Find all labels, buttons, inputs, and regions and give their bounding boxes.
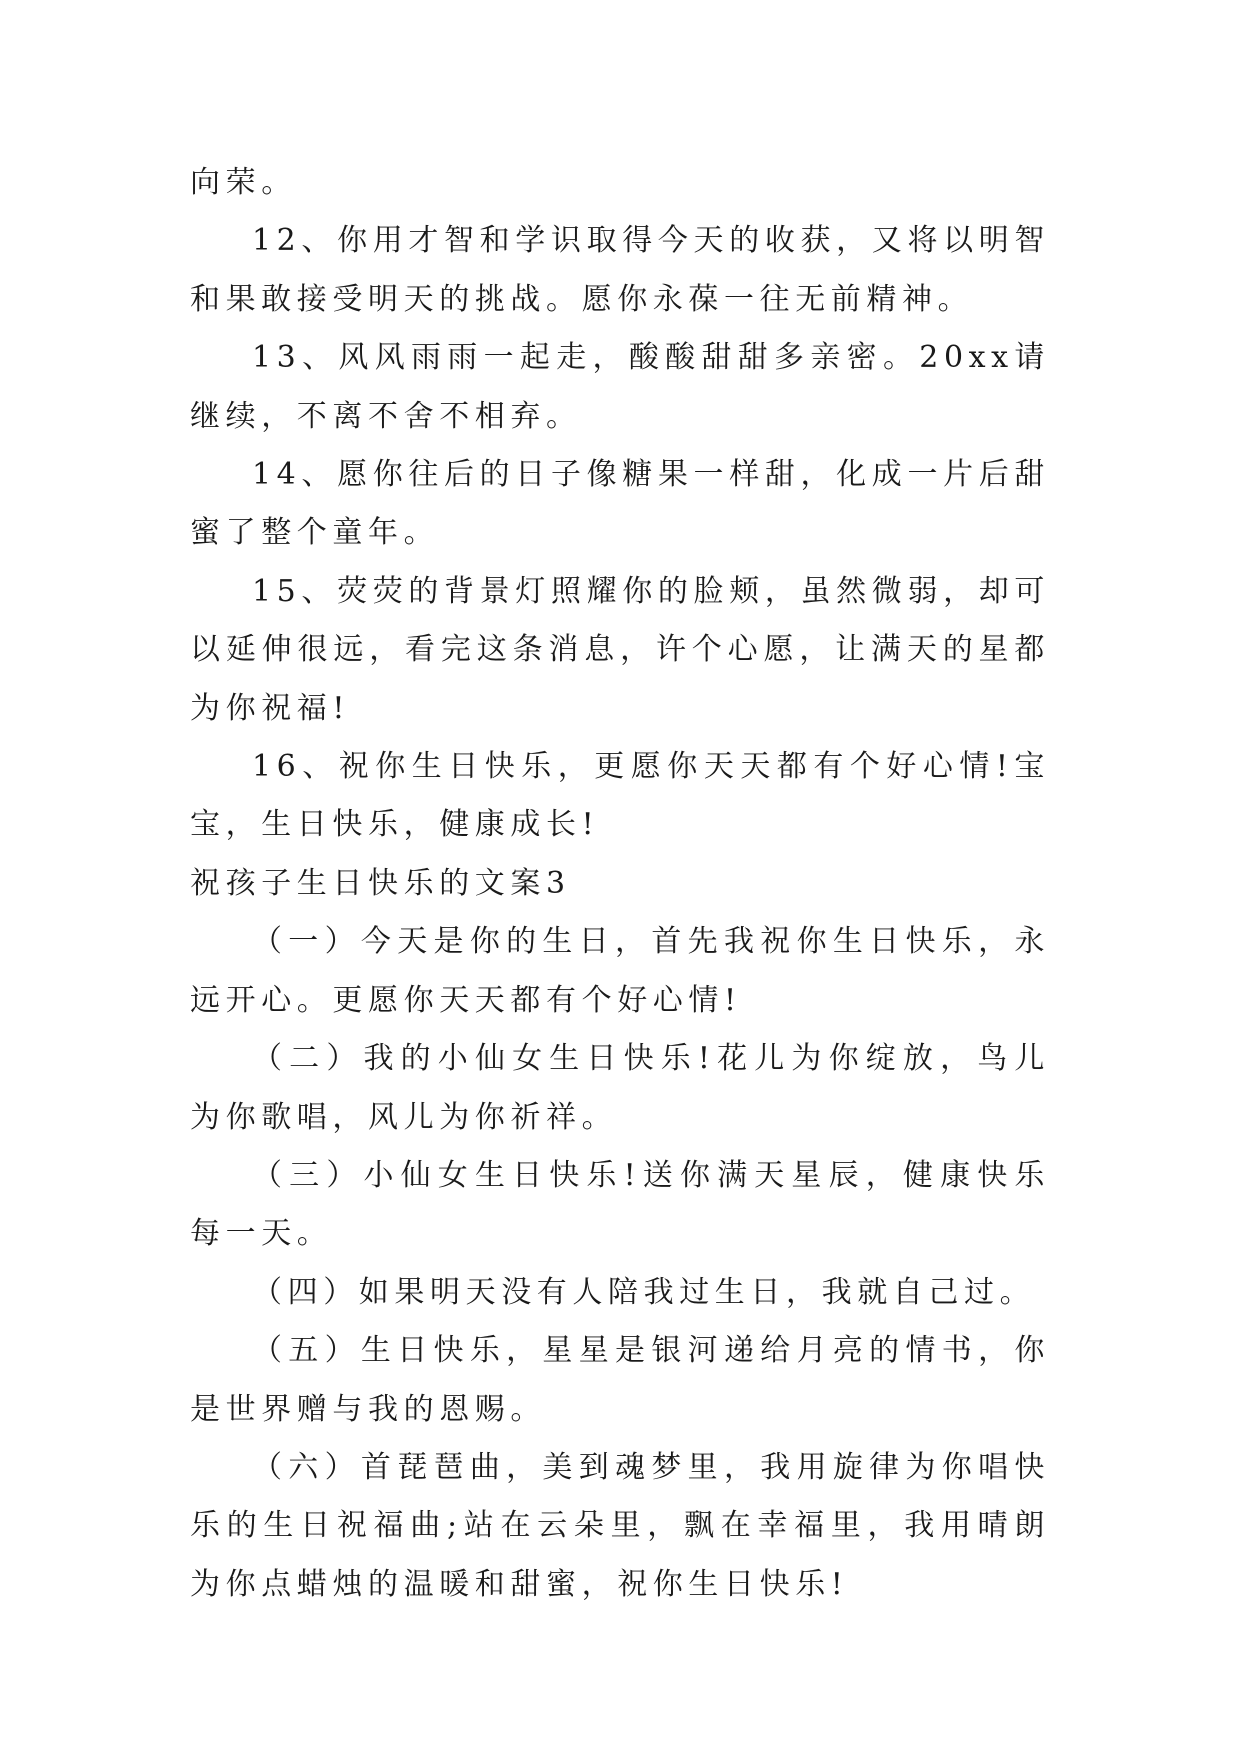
paragraph-continuation: 向荣。 [190, 165, 297, 200]
paragraph-13: 13、风风雨雨一起走，酸酸甜甜多亲密。20xx请继续，不离不舍不相弃。 [190, 340, 1050, 434]
section-heading: 祝孩子生日快乐的文案3 [190, 865, 571, 901]
paragraph-12: 12、你用才智和学识取得今天的收获，又将以明智和果敢接受明天的挑战。愿你永葆一往无前精神。 [190, 223, 1050, 317]
section-paragraph-4: （四）如果明天没有人陪我过生日，我就自己过。 [252, 1274, 1036, 1310]
section-paragraph-3: （三）小仙女生日快乐!送你满天星辰，健康快乐每一天。 [190, 1157, 1050, 1252]
paragraph-14: 14、愿你往后的日子像糖果一样甜，化成一片后甜蜜了整个童年。 [190, 457, 1050, 551]
section-paragraph-5: （五）生日快乐，星星是银河递给月亮的情书，你是世界赠与我的恩赐。 [190, 1333, 1050, 1427]
section-paragraph-1: （一）今天是你的生日，首先我祝你生日快乐，永远开心。更愿你天天都有个好心情! [190, 924, 1050, 1018]
paragraph-16: 16、祝你生日快乐，更愿你天天都有个好心情!宝宝，生日快乐，健康成长! [190, 749, 1050, 843]
section-paragraph-2: （二）我的小仙女生日快乐!花儿为你绽放，鸟儿为你歌唱，风儿为你祈祥。 [190, 1041, 1050, 1135]
paragraph-15: 15、荧荧的背景灯照耀你的脸颊，虽然微弱，却可以延伸很远，看完这条消息，许个心愿，让满天的星都为你祝福! [190, 573, 1050, 726]
document-body [190, 154, 1050, 1614]
section-paragraph-6: （六）首琵琶曲，美到魂梦里，我用旋律为你唱快乐的生日祝福曲;站在云朵里，飘在幸福里，我用晴朗为你点蜡烛的温暖和甜蜜，祝你生日快乐! [190, 1449, 1050, 1602]
